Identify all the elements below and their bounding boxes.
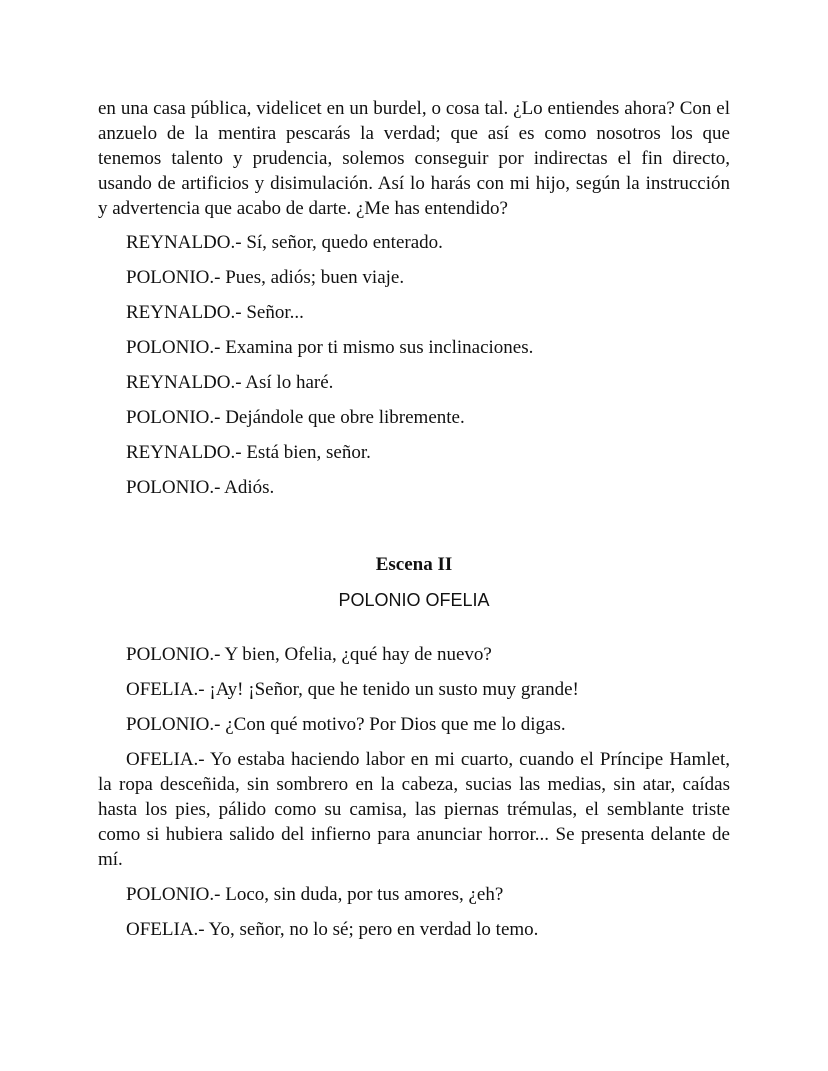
dialogue-line: POLONIO.- Y bien, Ofelia, ¿qué hay de nuevo? (126, 644, 492, 665)
dialogue-line: POLONIO.- Adiós. (126, 477, 275, 498)
dialogue-line: REYNALDO.- Sí, señor, quedo enterado. (126, 232, 443, 253)
dialogue-line: POLONIO.- Examina por ti mismo sus inclinaciones. (126, 337, 534, 358)
scene-cast: POLONIO OFELIA (338, 590, 490, 610)
dialogue-line: REYNALDO.- Así lo haré. (126, 372, 334, 393)
scene2-dialogue (98, 642, 730, 942)
dialogue-line: POLONIO.- Loco, sin duda, por tus amores, ¿eh? (126, 884, 504, 905)
scene1-dialogue (98, 230, 730, 500)
dialogue-line: POLONIO.- Dejándole que obre libremente. (126, 407, 465, 428)
dialogue-line: OFELIA.- ¡Ay! ¡Señor, que he tenido un susto muy grande! (126, 679, 579, 700)
dialogue-line: OFELIA.- Yo, señor, no lo sé; pero en verdad lo temo. (126, 919, 539, 940)
dialogue-line: POLONIO.- ¿Con qué motivo? Por Dios que me lo digas. (126, 714, 566, 735)
dialogue-line: OFELIA.- Yo estaba haciendo labor en mi cuarto, cuando el Príncipe Hamlet, la ropa desceñida, sin sombrero en la cabeza, sucias las medias, sin atar, caídas hasta los pies, pálido como su camisa, las piernas trémulas, el semblante triste como si hubiera salido del infierno para anunciar horror... Se presenta delante de mí. (98, 749, 730, 870)
opening-paragraph: en una casa pública, videlicet en un burdel, o cosa tal. ¿Lo entiendes ahora? Con el anzuelo de la mentira pescarás la verdad; que así es como nosotros los que tenemos talento y prudencia, solemos conseguir por indirectas el fin directo, usando de artificios y disimulación. Así lo harás con mi hijo, según la instrucción y advertencia que acabo de darte. ¿Me has entendido? (98, 98, 730, 219)
dialogue-line: REYNALDO.- Está bien, señor. (126, 442, 371, 463)
scene-spacer (98, 613, 730, 642)
document-page (98, 96, 730, 952)
dialogue-line: POLONIO.- Pues, adiós; buen viaje. (126, 267, 405, 288)
scene-title: Escena II (375, 554, 453, 575)
dialogue-line: REYNALDO.- Señor... (126, 302, 304, 323)
